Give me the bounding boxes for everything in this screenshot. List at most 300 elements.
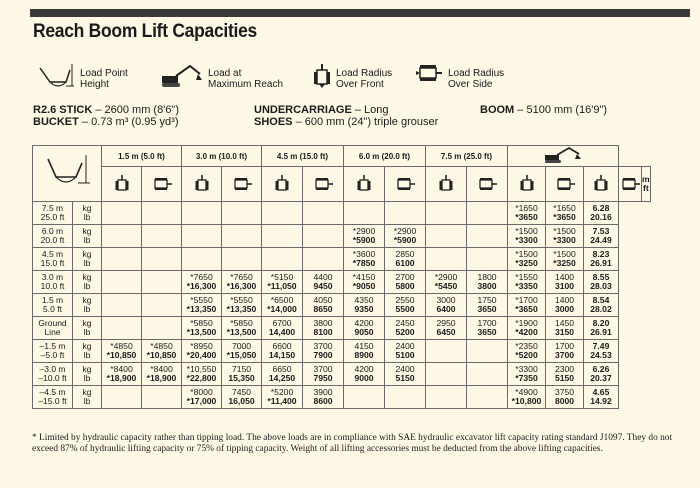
front-icon-cell — [182, 167, 222, 202]
capacity-lb: 3650 — [477, 304, 497, 314]
capacity-cell — [142, 340, 182, 363]
capacity-cell — [303, 271, 344, 294]
capacity-kg: 2450 — [395, 318, 415, 328]
table-row — [33, 340, 651, 363]
capacity-cell — [102, 248, 142, 271]
capacity-lb: *22,800 — [186, 373, 217, 383]
capacity-cell — [508, 386, 546, 409]
capacity-kg: 3900 — [313, 387, 333, 397]
capacity-cell — [385, 225, 426, 248]
capacity-lb: 20.37 — [590, 373, 612, 383]
capacity-lb: *18,900 — [146, 373, 177, 383]
capacity-cell — [467, 271, 508, 294]
capacity-kg: 7000 — [231, 341, 252, 351]
capacity-kg: 3800 — [313, 318, 333, 328]
capacity-cell — [222, 225, 262, 248]
capacity-kg: 4400 — [313, 272, 333, 282]
side-orientation-icon — [546, 176, 583, 192]
capacity-lb: *5900 — [393, 235, 417, 245]
capacity-lb: 26.91 — [590, 258, 612, 268]
capacity-kg: 4150 — [354, 341, 374, 351]
capacity-cell — [262, 317, 303, 340]
capacity-lb: 8000 — [554, 396, 575, 406]
capacity-kg: *5150 — [270, 272, 294, 282]
height-ft: –5.0 ft — [40, 350, 65, 360]
capacity-lb: 16,050 — [228, 396, 255, 406]
capacity-kg: *2900 — [393, 226, 417, 236]
side-icon-cell — [546, 167, 584, 202]
height-m: Ground — [38, 318, 67, 328]
capacity-cell — [584, 294, 619, 317]
capacity-cell — [584, 363, 619, 386]
capacity-cell — [262, 294, 303, 317]
capacity-lb: *18,900 — [106, 373, 137, 383]
undercarriage-value: – Long — [351, 104, 389, 116]
capacity-kg: 7150 — [231, 364, 252, 374]
capacity-kg: 2950 — [436, 318, 456, 328]
capacity-kg: 1800 — [477, 272, 497, 282]
side-orientation-icon — [222, 176, 261, 192]
load-point-height-cell — [33, 294, 73, 317]
capacity-cell — [142, 386, 182, 409]
capacity-kg: *1500 — [515, 249, 538, 259]
front-icon-cell — [262, 167, 303, 202]
capacity-kg: *1500 — [553, 226, 576, 236]
capacity-cell — [303, 363, 344, 386]
side-orientation-icon — [303, 176, 343, 192]
reach-unit-m: m — [642, 174, 650, 184]
boom-label: BOOM — [480, 104, 515, 116]
unit-kg: kg — [82, 272, 92, 282]
unit-lb: lb — [83, 373, 91, 383]
table-row — [33, 202, 651, 225]
unit-cell — [73, 248, 102, 271]
capacity-cell — [546, 317, 584, 340]
capacity-kg: 6.26 — [592, 364, 610, 374]
capacity-cell — [303, 340, 344, 363]
capacity-kg: 8.54 — [592, 295, 610, 305]
capacity-cell — [222, 363, 262, 386]
capacity-kg: *4900 — [515, 387, 538, 397]
capacity-cell — [303, 386, 344, 409]
capacity-cell — [385, 202, 426, 225]
side-icon-cell — [303, 167, 344, 202]
load-point-height-cell — [33, 317, 73, 340]
capacity-lb: 7900 — [313, 350, 333, 360]
front-orientation-icon — [182, 174, 221, 194]
capacity-cell — [385, 386, 426, 409]
table-row — [33, 248, 651, 271]
unit-cell — [73, 294, 102, 317]
bucket-value: – 0.73 m³ (0.95 yd³) — [78, 116, 179, 128]
capacity-cell — [222, 248, 262, 271]
max-reach-header — [508, 146, 619, 167]
capacity-cell — [303, 294, 344, 317]
capacity-kg: 2700 — [395, 272, 415, 282]
capacity-lb: *4200 — [515, 327, 538, 337]
capacity-kg: *1900 — [515, 318, 538, 328]
capacity-lb: 3100 — [554, 281, 575, 291]
capacity-cell — [344, 294, 385, 317]
capacity-kg: 1750 — [477, 295, 497, 305]
spec-boom — [480, 104, 607, 116]
height-ft: 15.0 ft — [40, 258, 65, 268]
capacity-lb: *5450 — [434, 281, 458, 291]
capacity-lb: *13,350 — [186, 304, 217, 314]
load-point-height-cell — [33, 248, 73, 271]
height-m: –3.0 m — [39, 364, 66, 374]
capacity-cell — [142, 363, 182, 386]
capacity-cell — [142, 248, 182, 271]
capacity-lb: *7850 — [352, 258, 376, 268]
capacity-cell — [344, 271, 385, 294]
capacity-lb: *10,850 — [106, 350, 137, 360]
height-ft: 5.0 ft — [43, 304, 62, 314]
top-rule-bar — [30, 9, 690, 17]
capacity-kg: *2900 — [434, 272, 458, 282]
capacity-lb: 24.53 — [590, 350, 612, 360]
capacity-lb: 8650 — [313, 304, 333, 314]
side-orientation-icon — [467, 176, 507, 192]
spec-undercarriage-shoes — [254, 104, 438, 128]
capacity-cell — [262, 386, 303, 409]
bucket-corner-cell — [33, 146, 102, 202]
capacity-cell — [546, 248, 584, 271]
table-row — [33, 386, 651, 409]
capacity-lb: 14,150 — [268, 350, 296, 360]
capacity-cell — [142, 271, 182, 294]
capacity-kg: *1650 — [515, 203, 538, 213]
load-radius-front-icon — [312, 62, 332, 90]
load-point-height-cell — [33, 202, 73, 225]
footnote: * Limited by hydraulic capacity rather than tipping load. The above loads are in compliance with SAE hydraulic excavator lift capacity rating standard J1097. They do not exceed 87% of hydraulic lifting capacity or 75% of tipping capacity. Weight of all lifting accessories must be deducted from the above lifting capacities. — [32, 433, 673, 454]
capacity-cell — [344, 340, 385, 363]
capacity-cell — [303, 225, 344, 248]
capacity-kg: *2900 — [352, 226, 376, 236]
capacity-kg: *1650 — [553, 203, 576, 213]
undercarriage-label: UNDERCARRIAGE — [254, 104, 352, 116]
capacity-lb: 8600 — [313, 396, 333, 406]
unit-kg: kg — [82, 226, 92, 236]
bucket-point-icon — [40, 151, 94, 195]
load-radius-side-icon — [414, 62, 444, 86]
capacity-lb: 3650 — [477, 327, 497, 337]
capacity-cell — [385, 271, 426, 294]
capacity-lb: *3650 — [515, 212, 538, 222]
capacity-cell — [182, 202, 222, 225]
load-point-height-cell — [33, 340, 73, 363]
capacity-kg: 6700 — [272, 318, 292, 328]
orientation-icon-row — [33, 167, 651, 202]
capacity-kg: 3700 — [313, 364, 333, 374]
unit-cell — [73, 271, 102, 294]
capacity-lb: 5500 — [395, 304, 415, 314]
capacity-cell — [546, 386, 584, 409]
capacity-kg: 8.20 — [592, 318, 610, 328]
legend-load-at-max-reach — [160, 62, 283, 98]
table-row — [33, 317, 651, 340]
shoes-label: SHOES — [254, 116, 293, 128]
capacity-cell — [426, 340, 467, 363]
capacity-lb: *13,500 — [186, 327, 217, 337]
capacity-cell — [467, 202, 508, 225]
bucket-label: BUCKET — [33, 116, 79, 128]
capacity-lb: *5900 — [352, 235, 376, 245]
capacity-kg: 2850 — [395, 249, 415, 259]
capacity-cell — [344, 202, 385, 225]
capacity-lb: 15,350 — [228, 373, 255, 383]
capacity-cell — [262, 363, 303, 386]
capacity-kg: *5850 — [190, 318, 213, 328]
capacity-kg: *5550 — [230, 295, 253, 305]
capacity-cell — [467, 317, 508, 340]
unit-cell — [73, 202, 102, 225]
capacity-cell — [142, 294, 182, 317]
capacity-cell — [182, 386, 222, 409]
capacity-cell — [584, 340, 619, 363]
capacity-kg: 3700 — [313, 341, 333, 351]
capacity-lb: 7950 — [313, 373, 333, 383]
capacity-lb: *11,050 — [267, 281, 297, 291]
radius-header: 6.0 m (20.0 ft) — [344, 146, 426, 167]
capacity-cell — [182, 225, 222, 248]
capacity-lb: 5800 — [395, 281, 415, 291]
capacity-kg: 2400 — [395, 364, 415, 374]
height-ft: 25.0 ft — [40, 212, 65, 222]
front-orientation-icon — [102, 174, 141, 194]
capacity-cell — [508, 248, 546, 271]
capacity-lb: *10,850 — [146, 350, 177, 360]
unit-lb: lb — [83, 304, 91, 314]
legend-label: Load Radius Over Side — [448, 68, 505, 90]
side-icon-cell — [385, 167, 426, 202]
height-m: 3.0 m — [41, 272, 64, 282]
capacity-lb: *13,500 — [226, 327, 257, 337]
unit-lb: lb — [83, 350, 91, 360]
capacity-kg: 4200 — [354, 364, 374, 374]
table-row — [33, 294, 651, 317]
capacity-cell — [102, 386, 142, 409]
capacity-cell — [426, 363, 467, 386]
shoes-value: – 600 mm (24") triple grouser — [292, 116, 439, 128]
radius-header: 7.5 m (25.0 ft) — [426, 146, 508, 167]
height-ft: 20.0 ft — [40, 235, 65, 245]
unit-kg: kg — [82, 364, 92, 374]
capacity-lb: 9350 — [354, 304, 374, 314]
capacity-cell — [102, 317, 142, 340]
capacity-lb: *3250 — [515, 258, 538, 268]
capacity-lb: *5200 — [515, 350, 538, 360]
capacity-cell — [546, 271, 584, 294]
capacity-cell — [546, 363, 584, 386]
capacity-cell — [142, 202, 182, 225]
capacity-lb: 9000 — [354, 373, 374, 383]
capacity-cell — [385, 340, 426, 363]
capacity-cell — [182, 294, 222, 317]
radius-header: 3.0 m (10.0 ft) — [182, 146, 262, 167]
height-m: 1.5 m — [41, 295, 64, 305]
front-icon-cell — [344, 167, 385, 202]
capacity-cell — [426, 248, 467, 271]
capacity-lb: 3150 — [554, 327, 575, 337]
capacity-cell — [182, 248, 222, 271]
lift-capacity-table — [32, 145, 651, 409]
capacity-lb: 6450 — [436, 327, 456, 337]
capacity-cell — [467, 225, 508, 248]
capacity-cell — [546, 340, 584, 363]
capacity-kg: *8950 — [190, 341, 213, 351]
unit-kg: kg — [82, 341, 92, 351]
capacity-cell — [467, 340, 508, 363]
capacity-cell — [102, 294, 142, 317]
unit-cell — [73, 363, 102, 386]
reach-unit-header — [642, 167, 651, 202]
capacity-kg: 6.28 — [592, 203, 610, 213]
capacity-cell — [303, 248, 344, 271]
capacity-kg: 3000 — [436, 295, 456, 305]
capacity-cell — [584, 248, 619, 271]
capacity-kg: *3300 — [515, 364, 538, 374]
capacity-kg: *1550 — [515, 272, 538, 282]
side-orientation-icon — [619, 176, 641, 192]
capacity-kg: 8.55 — [592, 272, 610, 282]
capacity-kg: *7650 — [230, 272, 253, 282]
capacity-lb: 20.16 — [590, 212, 612, 222]
capacity-cell — [182, 317, 222, 340]
load-point-height-cell — [33, 386, 73, 409]
capacity-kg: *6500 — [270, 295, 294, 305]
capacity-lb: 9450 — [313, 281, 333, 291]
capacity-cell — [222, 340, 262, 363]
unit-lb: lb — [83, 327, 91, 337]
spec-stick-bucket — [33, 104, 179, 128]
capacity-cell — [262, 225, 303, 248]
capacity-lb: 14.92 — [590, 396, 612, 406]
capacity-lb: *3350 — [515, 281, 538, 291]
table-row — [33, 271, 651, 294]
unit-kg: kg — [82, 387, 92, 397]
legend-load-point-height — [36, 62, 128, 98]
capacity-cell — [385, 363, 426, 386]
load-point-height-cell — [33, 271, 73, 294]
capacity-cell — [508, 202, 546, 225]
capacity-cell — [303, 317, 344, 340]
table-row — [33, 363, 651, 386]
capacity-lb: 5200 — [395, 327, 415, 337]
capacity-cell — [222, 294, 262, 317]
capacity-lb: *16,300 — [226, 281, 257, 291]
capacity-kg: *4850 — [110, 341, 133, 351]
unit-lb: lb — [83, 235, 91, 245]
capacity-cell — [182, 340, 222, 363]
capacity-lb: *7350 — [515, 373, 538, 383]
load-point-height-icon — [36, 62, 76, 94]
unit-cell — [73, 386, 102, 409]
capacity-kg: *8000 — [190, 387, 213, 397]
capacity-cell — [546, 294, 584, 317]
height-m: –1.5 m — [39, 341, 66, 351]
capacity-kg: *8400 — [150, 364, 173, 374]
capacity-lb: *17,000 — [186, 396, 217, 406]
side-icon-cell — [142, 167, 182, 202]
capacity-lb: *3250 — [553, 258, 576, 268]
capacity-kg: 4350 — [354, 295, 374, 305]
capacity-cell — [426, 317, 467, 340]
capacity-lb: *3300 — [515, 235, 538, 245]
front-icon-cell — [584, 167, 619, 202]
capacity-cell — [546, 225, 584, 248]
capacity-kg: *3600 — [352, 249, 376, 259]
capacity-lb: 14,400 — [268, 327, 296, 337]
stick-value: – 2600 mm (8'6") — [92, 104, 180, 116]
boom-value: – 5100 mm (16'9") — [514, 104, 608, 116]
capacity-cell — [508, 363, 546, 386]
unit-kg: kg — [82, 295, 92, 305]
capacity-cell — [385, 248, 426, 271]
capacity-cell — [344, 317, 385, 340]
capacity-lb: 28.02 — [590, 304, 612, 314]
radius-header: 1.5 m (5.0 ft) — [102, 146, 182, 167]
load-at-max-reach-icon — [160, 62, 204, 90]
capacity-cell — [142, 225, 182, 248]
legend-label: Load at Maximum Reach — [208, 68, 284, 90]
capacity-lb: 6100 — [395, 258, 415, 268]
capacity-lb: *3650 — [553, 212, 576, 222]
capacity-lb: *14,000 — [267, 304, 297, 314]
capacity-lb: *9050 — [352, 281, 376, 291]
capacity-kg: *5550 — [190, 295, 213, 305]
capacity-cell — [344, 386, 385, 409]
capacity-cell — [102, 271, 142, 294]
capacity-lb: *11,400 — [267, 396, 297, 406]
unit-cell — [73, 340, 102, 363]
capacity-cell — [508, 294, 546, 317]
capacity-cell — [546, 202, 584, 225]
load-point-height-cell — [33, 363, 73, 386]
unit-kg: kg — [82, 203, 92, 213]
capacity-cell — [385, 294, 426, 317]
reach-unit-ft: ft — [642, 183, 649, 193]
capacity-kg: 8.23 — [592, 249, 610, 259]
unit-lb: lb — [83, 212, 91, 222]
front-orientation-icon — [508, 174, 545, 194]
unit-cell — [73, 317, 102, 340]
front-icon-cell — [508, 167, 546, 202]
front-icon-cell — [426, 167, 467, 202]
capacity-lb: *10,800 — [511, 396, 542, 406]
capacity-lb: *3650 — [515, 304, 538, 314]
capacity-cell — [426, 294, 467, 317]
capacity-kg: *5850 — [230, 318, 253, 328]
capacity-cell — [584, 317, 619, 340]
capacity-kg: 2300 — [554, 364, 575, 374]
unit-kg: kg — [82, 249, 92, 259]
capacity-cell — [508, 225, 546, 248]
capacity-cell — [508, 340, 546, 363]
capacity-kg: 4200 — [354, 318, 374, 328]
capacity-cell — [102, 363, 142, 386]
capacity-lb: 5150 — [395, 373, 415, 383]
height-ft: Line — [44, 327, 61, 337]
capacity-cell — [584, 225, 619, 248]
page-title: Reach Boom Lift Capacities — [33, 21, 258, 42]
height-m: –4.5 m — [39, 387, 66, 397]
capacity-cell — [584, 386, 619, 409]
capacity-lb: 3800 — [477, 281, 497, 291]
capacity-lb: *15,050 — [226, 350, 257, 360]
unit-kg: kg — [82, 318, 92, 328]
capacity-cell — [426, 225, 467, 248]
